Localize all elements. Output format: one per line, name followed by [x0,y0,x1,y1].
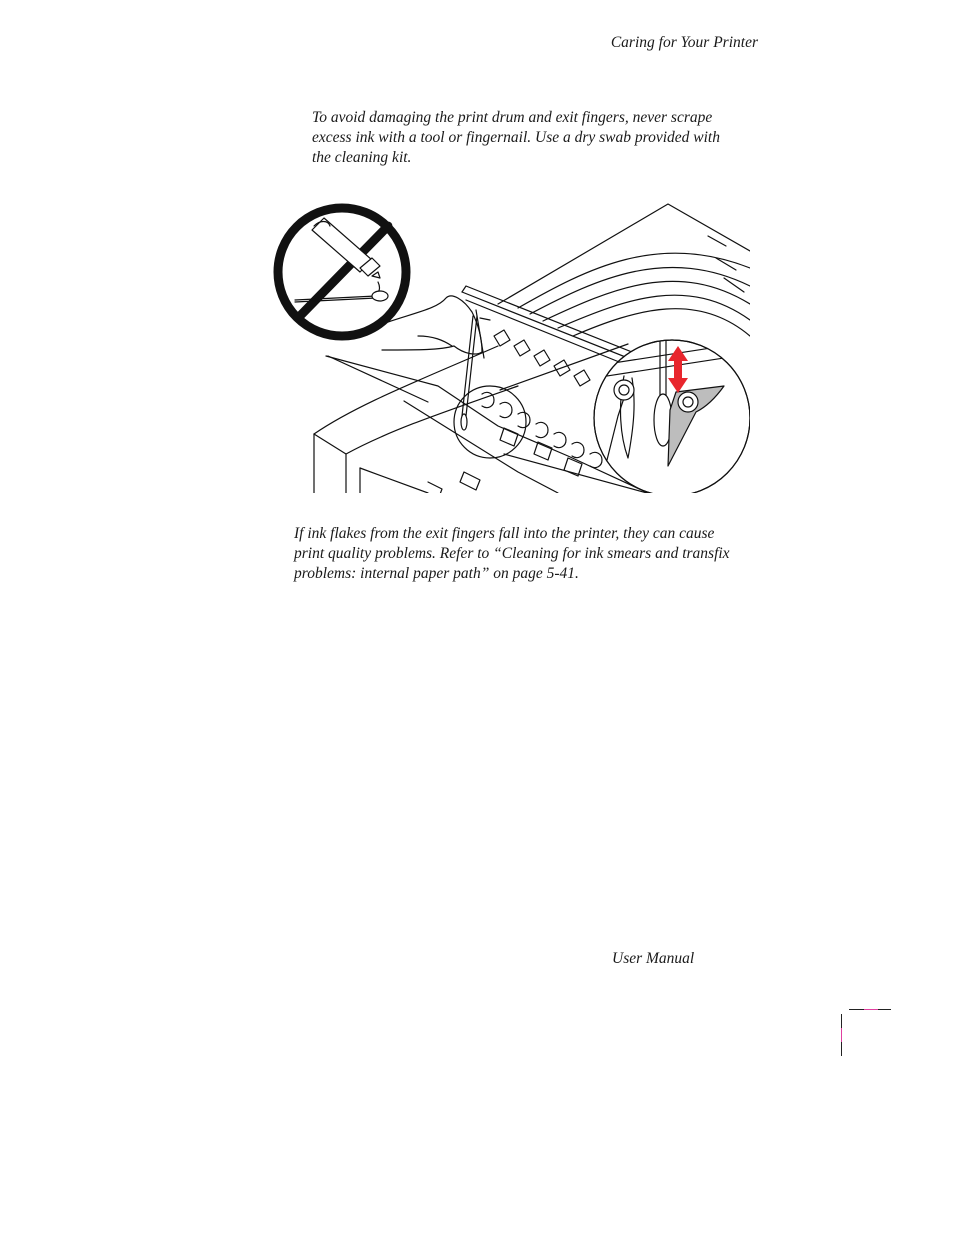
running-header: Caring for Your Printer [610,34,758,51]
ink-flakes-note: If ink flakes from the exit fingers fall into the printer, they can cause print quality problems. Refer to “Cleaning for ink smears and transfix problems: internal paper path” on page 5-41. [294,525,730,582]
no-solvent-symbol [278,208,406,336]
crop-mark-horizontal-accent [864,1009,878,1010]
footer-manual-title: User Manual [612,950,695,967]
cleaning-illustration [268,196,754,496]
detail-circle-small [454,386,526,458]
crop-mark-vertical-accent [841,1028,842,1042]
magnified-view [594,336,750,496]
caution-text: To avoid damaging the print drum and exit fingers, never scrape excess ink with a tool or fingernail. Use a dry swab provided with the cleaning kit. [312,109,720,166]
